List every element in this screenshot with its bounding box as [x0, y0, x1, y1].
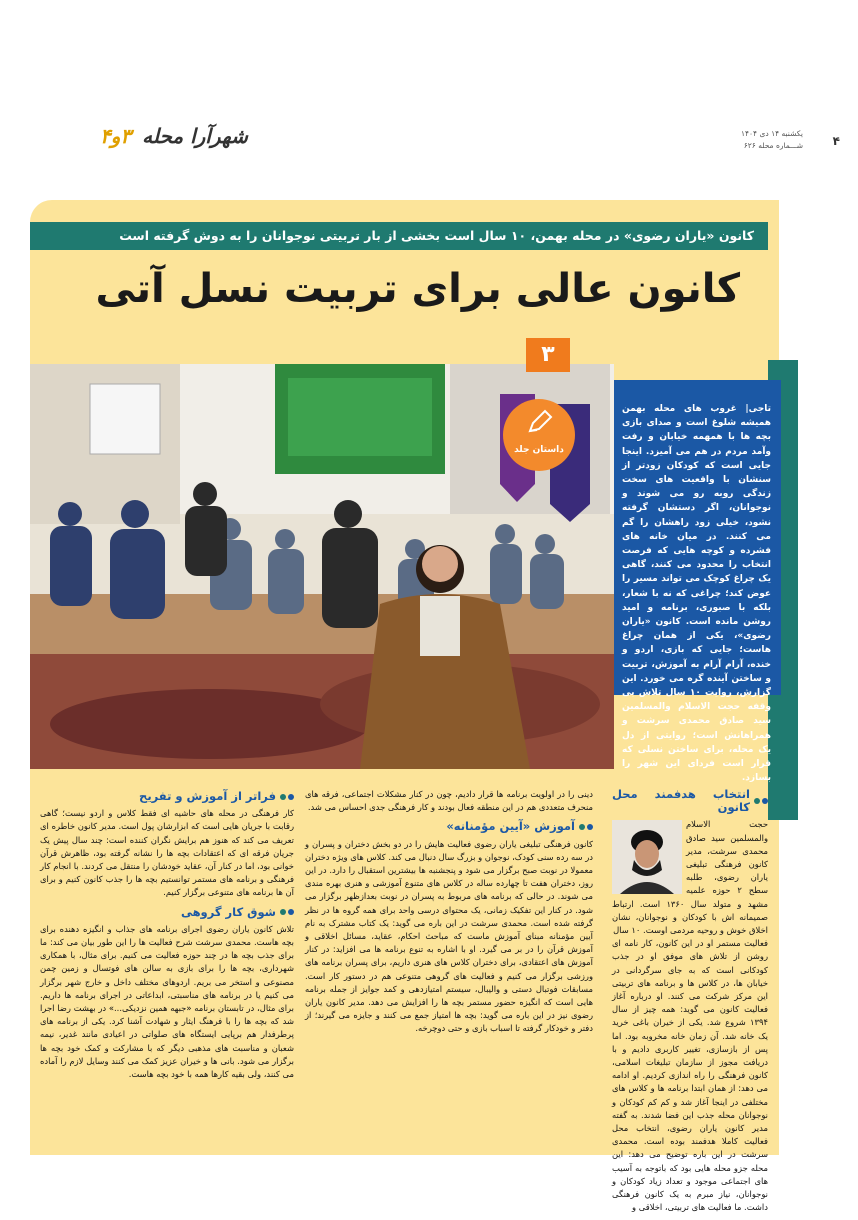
section-heading	[40, 790, 294, 803]
column-middle	[305, 788, 593, 1148]
section-heading	[305, 820, 593, 833]
masthead-logo	[100, 124, 248, 148]
masthead-suffix: ۳و۴	[100, 124, 132, 148]
middle-column-intro: دینی را در اولویت برنامه ها قرار دادیم، چون در کنار مشکلات اجتماعی، فرقه های منحرف متعددی هم در این منطقه فعال بودند و کار فرهنگی جدی احساس می شد.	[305, 789, 593, 813]
bullet-dots-icon	[280, 909, 294, 915]
cover-story-badge	[503, 399, 575, 471]
section-number-flag	[526, 338, 570, 372]
author-portrait	[612, 820, 682, 894]
section-number: ۳	[541, 342, 555, 367]
middle-column-heading: آموزش «آیین مؤمنانه»	[446, 819, 575, 834]
portrait-avatar-icon	[612, 820, 682, 894]
issue-number: شـــماره محله ۶۲۶	[743, 141, 803, 150]
article-kicker: کانون «یاران رضوی» در محله بهمن، ۱۰ سال است بخشی از بار تربیتی نوجوانان را به دوش گرفته است	[119, 228, 754, 243]
section-heading	[40, 906, 294, 919]
pencil-icon	[525, 409, 553, 437]
bullet-dots-icon	[754, 798, 768, 804]
lead-text: تاجی| غروب های محله بهمن همیشه شلوغ است و صدای بازی بچه ها با همهمه خیابان و رفت وآمد مردم در هم می آمیزد. اینجا جایی است که کودکان زودتر از سنشان با واقعیت های سخت زندگی روبه رو می شوند و نوجوانان، اگر دستشان گرفته نشود، خیلی زود راهشان را گم می کنند. در میان خانه های فشرده و کوچه هایی که فرصت انتخاب را محدود می کنند، گاهی یک چراغ کوچک می تواند مسیر را عوض کند؛ چراغی که نه با شعار، بلکه با صبوری، برنامه و امید روشن مانده است. کانون «یاران رضوی»، یکی از همان چراغ هاست؛ جایی که بازی، اردو و خنده، آرام آرام به آموزش، تربیت و ساختن آینده گره می خورد. این گزارش، روایت ۱۰ سال تلاش بی وقفه حجت الاسلام والمسلمین سید صادق محمدی سرشت و همراهانش است؛ روایتی از دل یک محله، برای ساختن نسلی که قرار است فردای این شهر را بسازد.	[622, 404, 771, 784]
masthead-title: شهرآرا محله	[142, 124, 248, 148]
bullet-dots-icon	[579, 824, 593, 830]
article-lead	[614, 380, 781, 784]
right-column-body: فعالیت مستمر او در این کانون، کار نامه ای روشن از تلاش های موفق او در جذب کودکانی است که به جای سرگردانی در خیابان ها، در کلاس ها و برنامه های تربیتی این مرکز شرکت می کنند. او درباره آغاز فعالیت کانون می گوید: همه چیز از سال ۱۳۹۴ شروع شد. یکی از خیران باغی خرید یک خانه شد. آن زمان خانه مخروبه بود. اما پس از بازسازی، تغییر کاربری دادیم و با دریافت مجوز از سازمان تبلیغات اسلامی، کانون فرهنگی را راه اندازی کردیم. او ادامه می دهد: از همان ابتدا برنامه ها و کلاس های مختلفی در اینجا آغاز شد و کم کم کودکان و نوجوانان محله جذب این فضا شدند. به گفته مدیر کانون یاران رضوی، انتخاب محل فعالیت کاملا هدفمند بوده است. محمدی سرشت در این باره توضیح می دهد: این محله جزو محله هایی بود که باتوجه به آسیب های اجتماعی موجود و تعداد زیاد کودکان و نوجوانان، نیاز مبرم به یک کانون فرهنگی داشت. ما فعالیت های تربیتی، اخلاقی و	[612, 938, 768, 1213]
right-column-heading: انتخاب هدفمند محل کانون	[612, 787, 750, 815]
column-left	[40, 788, 294, 1148]
issue-date: یکشنبه ۱۴ دی ۱۴۰۴	[740, 129, 803, 138]
left-column-heading-1: فراتر از آموزش و تفریح	[139, 789, 276, 803]
right-column-bio: حجت الاسلام والمسلمین سید صادق محمدی سرشت، مدیر کانون فرهنگی تبلیغی یاران رضوی، طلبه سطح ۲ حوزه علمیه مشهد و متولد سال ۱۳۶۰ است. ارتباط صمیمانه اش با کودکان و نوجوانان، نشان اخلاق خوش و روحیه مردمی اوست. ۱۰ سال	[612, 819, 768, 936]
left-column-heading-2: شوق کار گروهی	[180, 904, 276, 919]
cover-story-label: داستان جلد	[514, 445, 564, 455]
issue-info	[741, 128, 803, 152]
column-right	[612, 786, 768, 1213]
section-heading	[612, 788, 768, 814]
page-number: ۴	[832, 134, 840, 148]
middle-column-body: کانون فرهنگی تبلیغی یاران رضوی فعالیت هایش را در دو بخش دختران و پسران و در سه رده سنی کودک، نوجوان و بزرگ سال دنبال می کند. کلاس های ویژه دختران معمولا در نوبت صبح برگزار می شود و پنجشنبه ها بیشترین استقبال را دارد. در این روز، دختران هفت تا چهارده ساله در کلاس های متنوع آموزشی و هنری بهره مندی می شوند. در حالی که برنامه های مربوط به پسران در نوبت بعدازظهر برگزار می شود. در کنار این تفکیک زمانی، یک محتوای درسی واحد برای همه گروه ها در نظر گرفته شده است. محمدی سرشت در این باره می گوید: یک کتاب مشترک به نام آیین مؤمنانه مبنای آموزش ماست که مباحث احکام، عقاید، مسائل اخلاقی و آموزش قرآن را در بر می گیرد. او با اشاره به تنوع برنامه ها می افزاید: در کنار آموزش های اعتقادی، برای دختران کلاس های هنری داریم، برای پسران برنامه های ورزشی برگزار می کنیم و فعالیت های گروهی متنوعی هم در دستور کار است. مسابقات فوتبال دستی و والیبال، سیستم امتیازدهی و کمد جوایز از جمله برنامه هایی است که انگیزه حضور مستمر بچه ها را افزایش می دهد. مدیر کانون یاران رضوی نیز در این باره می گوید: بچه ها امتیاز جمع می کنند و جایزه می گیرند؛ از دفتر و خودکار گرفته تا اسباب بازی و حتی دوچرخه.	[305, 838, 593, 1034]
left-column-body-2: تلاش کانون یاران رضوی اجرای برنامه های جذاب و انگیزه دهنده برای بچه هاست. محمدی سرشت شرح فعالیت ها را این طور بیان می کند: ما برای جذب بچه ها در چند حوزه فعالیت می کنیم. برای مثال، با همکاری شهرداری، بچه ها را برای بازی به سالن های فوتسال و زمین چمن مصنوعی و استخر می بریم. اردوهای مختلف داخل و خارج شهر برگزار می کنیم یا در برنامه های مناسبتی، ابداعاتی در اجرای برنامه ها داریم. برای مثال، در تابستان برنامه «جبهه همین نزدیکی...» در بهشت رضا اجرا شد که بچه ها را با فرهنگ ایثار و شهادت آشنا کرد. یکی از برنامه های پرطرفدار هم برپایی ایستگاه های صلواتی در اعیادی مانند غدیر، نیمه شعبان و مناسبت های مذهبی دیگر که با مشارکت و کمک خود بچه ها برگزار می شود. بانی ها و خیران عزیز کمک می کنند وسایل لازم را آماده می کنند، ولی بقیه کارها همه با خود بچه هاست.	[40, 923, 294, 1080]
left-column-body-1: کار فرهنگی در محله های حاشیه ای فقط کلاس و اردو نیست؛ گاهی رقابت با جریان هایی است که ابزارشان پول است. مدیر کانون خاطره ای تعریف می کند که هنوز هم برایش نگران کننده است: چند سال پیش یک جریان فرقه ای که اعتقادات بچه ها را نشانه گرفته بود، ظاهرش قرآن خوانی بود، اما در کنار آن، عقاید خودشان را منتقل می کردند. با انجام کار فرهنگی و برنامه های مستمر توانستیم بچه ها را جذب کانون کنیم و برای آن ها برنامه های متنوعی برگزار کنیم.	[40, 808, 294, 898]
article-headline: کانون عالی برای تربیت نسل آتی	[95, 266, 740, 312]
bullet-dots-icon	[280, 794, 294, 800]
kicker-bar	[30, 222, 768, 250]
